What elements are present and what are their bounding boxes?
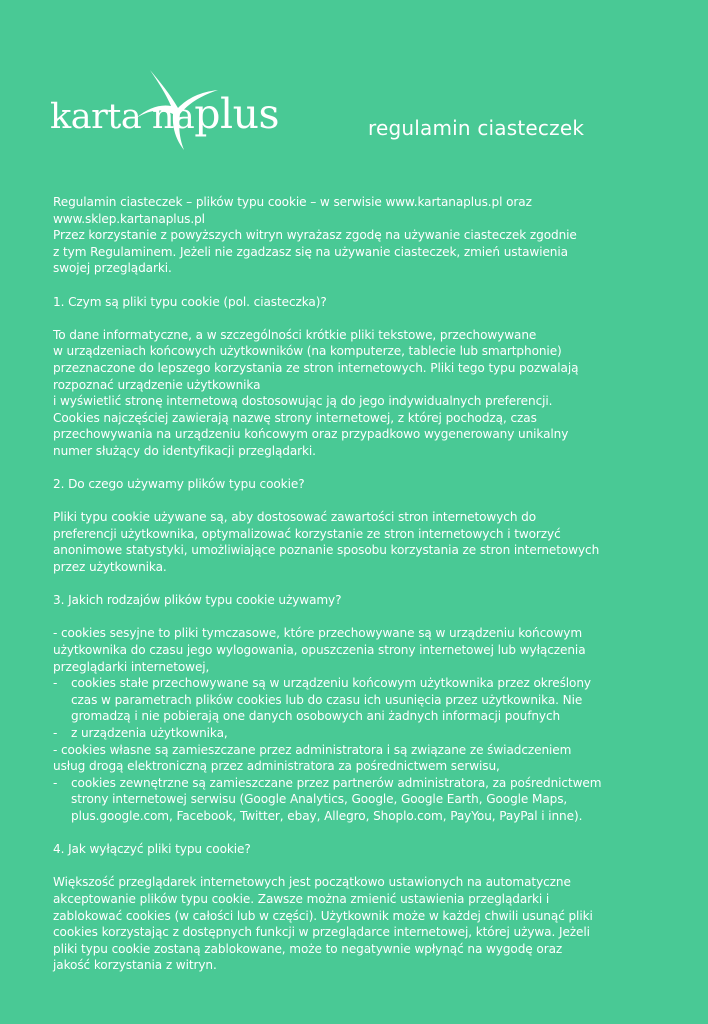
section-1-line: To dane informatyczne, a w szczególności krótkie pliki tekstowe, przechowywane: [53, 327, 537, 342]
section-2-heading: 2. Do czego używamy plików typu cookie?: [53, 477, 305, 492]
section-1-line: i wyświetlić stronę internetową dostosowując ją do jego indywidualnych preferencji.: [53, 394, 553, 409]
list-item-line: plus.google.com, Facebook, Twitter, ebay, Allegro, Shoplo.com, PayYou, PayPal i inne).: [71, 808, 583, 823]
section-1-line: w urządzeniach końcowych użytkowników (na komputerze, tablecie lub smartphonie): [53, 344, 562, 359]
section-3-heading: 3. Jakich rodzajów plików typu cookie używamy?: [53, 593, 342, 608]
list-item: [53, 675, 665, 725]
section-2-line: preferencji użytkownika, optymalizować korzystanie ze stron internetowych i tworzyć: [53, 526, 561, 541]
section-2-line: anonimowe statystyki, umożliwiające poznanie sposobu korzystania ze stron internetowych: [53, 543, 600, 558]
section-4-heading: 4. Jak wyłączyć pliki typu cookie?: [53, 842, 251, 857]
logo-text-plus: plus: [194, 90, 280, 138]
section-4-line: zablokować cookies (w całości lub w części). Użytkownik może w każdej chwili usunąć pliki: [53, 908, 593, 923]
section-1-heading: 1. Czym są pliki typu cookie (pol. ciasteczka)?: [53, 294, 327, 309]
section-4-line: pliki typu cookie zostaną zablokowane, może to negatywnie wpłynąć na wygodę oraz: [53, 941, 563, 956]
section-3-line: przeglądarki internetowej,: [53, 659, 210, 674]
list-dash: -: [53, 676, 58, 691]
list-item-line: gromadzą i nie pobierają one danych osobowych ani żadnych informacji poufnych: [71, 709, 561, 724]
list-item-line: strony internetowej serwisu (Google Analytics, Google, Google Earth, Google Maps,: [71, 792, 568, 807]
section-1-line: przechowywania na urządzeniu końcowym oraz przypadkowo wygenerowany unikalny: [53, 427, 569, 442]
spacer: [53, 576, 665, 593]
document-body: [53, 194, 665, 974]
list-dash: -: [53, 726, 58, 740]
section-2-line: Pliki typu cookie używane są, aby dostosować zawartości stron internetowych do: [53, 510, 537, 525]
section-1-line: numer służący do identyfikacji przeglądarki.: [53, 443, 316, 458]
list-item-line: cookies stałe przechowywane są w urządzeniu końcowym użytkownika przez określony: [71, 676, 591, 691]
spacer: [53, 609, 665, 626]
section-1-line: Cookies najczęściej zawierają nazwę strony internetowej, z której pochodzą, czas: [53, 410, 537, 425]
section-4-line: akceptowanie plików typu cookie. Zawsze można zmienić ustawienia przeglądarki i: [53, 891, 550, 906]
list-item-text: [71, 725, 665, 742]
page-title: regulamin ciasteczek: [368, 116, 585, 140]
section-4-line: jakość korzystania z witryn.: [53, 958, 217, 973]
section-2-line: przez użytkownika.: [53, 560, 167, 575]
section-4-line: cookies korzystając z dostępnych funkcji w przeglądarce internetowej, której używa. Jeżeli: [53, 925, 590, 940]
logo-text-karta-na: karta na: [50, 97, 195, 137]
section-3-line: usług drogą elektroniczną przez administratora za pośrednictwem serwisu,: [53, 759, 500, 774]
list-item-line: cookies zewnętrzne są zamieszczane przez partnerów administratora, za pośrednictwem: [71, 775, 602, 790]
list-item-text: [71, 675, 665, 725]
list-item-line: z urządzenia użytkownika,: [71, 726, 228, 740]
intro-line: www.sklep.kartanaplus.pl: [53, 211, 205, 226]
spacer: [53, 493, 665, 510]
logo-text: [50, 90, 280, 138]
header: [0, 0, 708, 170]
section-1-line: rozpoznać urządzenie użytkownika: [53, 377, 261, 392]
section-1-line: przeznaczone do lepszego korzystania ze stron internetowych. Pliki tego typu pozwalają: [53, 360, 579, 375]
intro-line: swojej przeglądarki.: [53, 261, 172, 276]
spacer: [53, 277, 665, 294]
section-3-line: użytkownika do czasu jego wylogowania, opuszczenia strony internetowej lub wyłączenia: [53, 643, 586, 658]
list-item-text: [71, 775, 665, 825]
spacer: [53, 858, 665, 875]
intro-line: Regulamin ciasteczek – plików typu cookie – w serwisie www.kartanaplus.pl oraz: [53, 195, 532, 209]
spacer: [53, 310, 665, 327]
spacer: [53, 825, 665, 842]
list-item: [53, 775, 665, 825]
spacer: [53, 460, 665, 477]
section-4-line: Większość przeglądarek internetowych jest początkowo ustawionych na automatyczne: [53, 875, 571, 890]
intro-line: z tym Regulaminem. Jeżeli nie zgadzasz się na używanie ciasteczek, zmień ustawienia: [53, 244, 568, 259]
list-item-line: czas w parametrach plików cookies lub do czasu ich usunięcia przez użytkownika. Nie: [71, 692, 583, 707]
intro-line: Przez korzystanie z powyższych witryn wyrażasz zgodę na używanie ciasteczek zgodnie: [53, 228, 577, 243]
section-3-line: - cookies własne są zamieszczane przez administratora i są związane ze świadczeniem: [53, 742, 572, 757]
list-item: [53, 725, 665, 742]
list-dash: -: [53, 775, 58, 790]
karta-na-plus-logo: [50, 68, 280, 152]
section-3-line: - cookies sesyjne to pliki tymczasowe, które przechowywane są w urządzeniu końcowym: [53, 626, 582, 641]
